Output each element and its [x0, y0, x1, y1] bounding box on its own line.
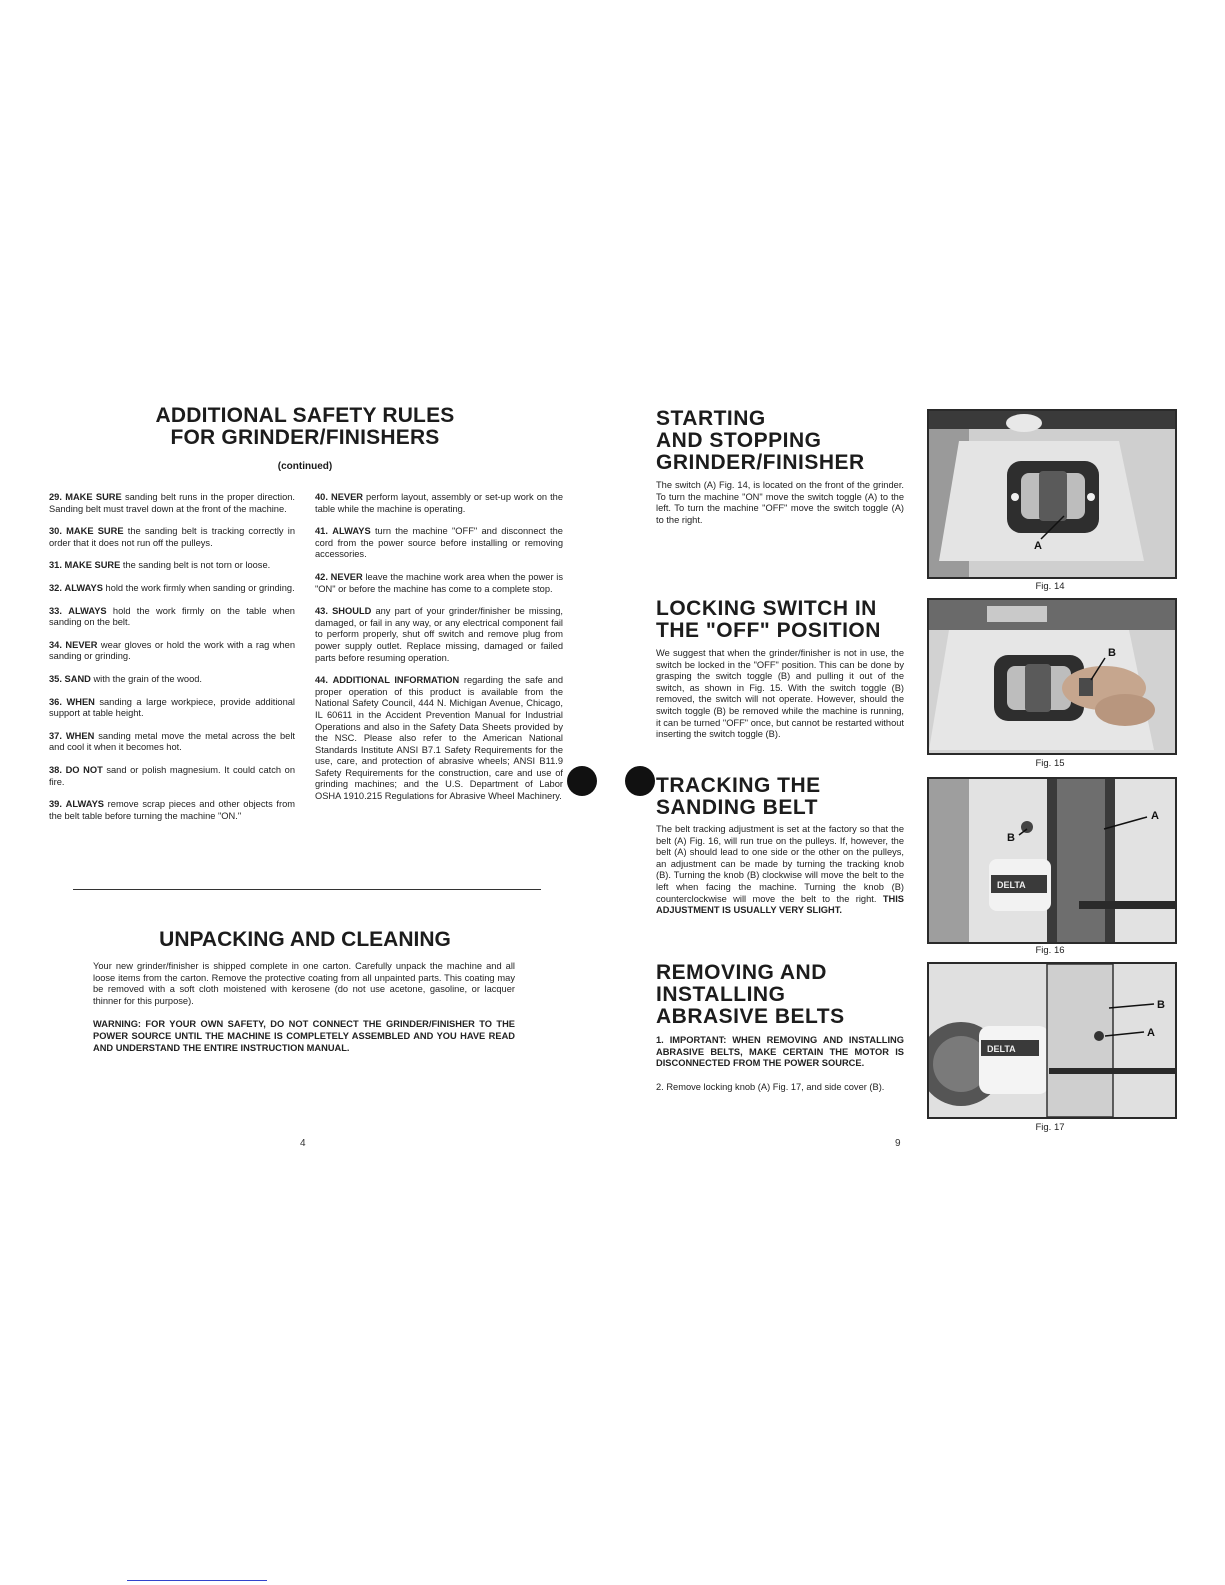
- rule-text: any part of your grinder/finisher be missing, damaged, or fail in any way, or any electrical component fail to perform properly, shut off switch and remove plug from power supply outlet. Replace missing, damaged or failed parts before resuming operation.: [315, 606, 564, 663]
- rule-lead: ADDITIONAL INFORMATION: [332, 675, 460, 686]
- unpacking-warning: WARNING: FOR YOUR OWN SAFETY, DO NOT CONNECT THE GRINDER/FINISHER TO THE POWER SOURCE UNTIL THE MACHINE IS COMPLETELY ASSEMBLED AND YOU HAVE READ AND UNDERSTAND THE ENTIRE INSTRUCTION MANUAL.: [93, 1019, 515, 1053]
- rule-lead: NEVER: [65, 639, 98, 650]
- fig14-label-a: A: [1034, 540, 1042, 552]
- rule-text: the sanding belt is not torn or loose.: [120, 560, 271, 571]
- rule-number: 43.: [315, 606, 328, 617]
- figure-16-photo: [927, 777, 1177, 944]
- safety-rule: [49, 583, 295, 595]
- rule-number: 35.: [49, 673, 62, 684]
- rule-lead: ALWAYS: [64, 582, 103, 593]
- rules-column-1: [49, 492, 295, 833]
- continued-label: (continued): [277, 461, 333, 472]
- safety-rule: [49, 560, 295, 572]
- rule-lead: MAKE SURE: [64, 560, 121, 571]
- binder-hole-dot: [625, 766, 655, 796]
- rule-text: sand or polish magnesium. It could catch on fire.: [49, 764, 295, 787]
- figure-16-caption: Fig. 16: [1035, 945, 1065, 956]
- fig17-label-a: A: [1147, 1027, 1155, 1039]
- rule-lead: ALWAYS: [332, 526, 371, 537]
- unpacking-title: UNPACKING AND CLEANING: [159, 928, 451, 951]
- rule-lead: SAND: [64, 673, 91, 684]
- title-line: THE "OFF" POSITION: [656, 619, 881, 642]
- rule-number: 32.: [49, 582, 62, 593]
- title-line: AND STOPPING: [656, 429, 822, 452]
- delta-badge: DELTA: [987, 1044, 1016, 1054]
- rule-text: sanding metal move the metal across the belt and cool it when it becomes hot.: [49, 730, 295, 753]
- rule-text: wear gloves or hold the work with a rag when sanding or grinding.: [49, 639, 295, 662]
- rule-text: perform layout, assembly or set-up work on the table while the machine is operating.: [315, 492, 563, 514]
- figure-15-caption: Fig. 15: [1035, 758, 1065, 769]
- rule-lead: NEVER: [330, 492, 364, 502]
- rule-lead: NEVER: [330, 571, 363, 582]
- rule-number: 41.: [315, 526, 328, 537]
- rule-lead: SHOULD: [332, 606, 372, 617]
- fig16-label-a: A: [1151, 810, 1159, 822]
- delta-badge: DELTA: [997, 880, 1026, 890]
- title-line: LOCKING SWITCH IN: [656, 597, 877, 620]
- rule-number: 38.: [49, 764, 62, 775]
- binder-hole-dot: [567, 766, 597, 796]
- rule-text: regarding the safe and proper operation of this product is available from the National Safety Council, 444 N. Michigan Avenue, Chicago, IL 60611 in the Accident Prevention Manual for Industrial Operations and also in the Safety Data Sheets provided by the NSC. Please also refer to the American National Standards Institute ANSI B7.1 Safety Requirements for the use, care, and protection of abrasive wheels; ANSI B11.9 Safety Requirements for the construction, care and use of grinding machines; and the U.S. Department of Labor OSHA 1910.215 Regulations for Abrasive Wheel Machinery.: [315, 675, 563, 802]
- rule-lead: MAKE SURE: [66, 526, 124, 537]
- removing-belts-title: [656, 962, 916, 1028]
- title-line: STARTING: [656, 407, 766, 430]
- figure-14-caption: Fig. 14: [1035, 581, 1065, 592]
- fig17-label-b: B: [1157, 999, 1165, 1011]
- rule-number: 36.: [49, 696, 62, 707]
- tracking-note: THIS ADJUSTMENT IS USUALLY VERY SLIGHT.: [656, 893, 904, 916]
- rules-column-2: [315, 492, 563, 814]
- rule-lead: ALWAYS: [65, 799, 105, 810]
- fig16-label-b: B: [1007, 832, 1015, 844]
- removing-steps: [656, 1035, 904, 1105]
- title-line: REMOVING AND: [656, 961, 827, 984]
- figure-17-photo: [927, 962, 1177, 1119]
- step-1: 1. IMPORTANT: WHEN REMOVING AND INSTALLING ABRASIVE BELTS, MAKE CERTAIN THE MOTOR IS DISCONNECTED FROM THE POWER SOURCE.: [656, 1035, 904, 1069]
- safety-rule: [315, 675, 563, 803]
- rule-text: the sanding belt is tracking correctly in order that it does not run off the pulleys.: [49, 526, 295, 548]
- rule-lead: ALWAYS: [68, 605, 107, 616]
- rule-lead: WHEN: [65, 730, 95, 741]
- tracking-text: [656, 824, 904, 917]
- rule-text: leave the machine work area when the power is "ON" or before the machine has come to a complete stop.: [315, 571, 563, 594]
- safety-rule: [315, 606, 563, 664]
- figure-14-photo: [927, 409, 1177, 579]
- locking-text: We suggest that when the grinder/finisher is not in use, the switch be locked in the "OFF" position. This can be done by grasping the switch toggle (B) and pulling it out of the switch, as shown in Fig. 15. With the switch toggle (B) removed, the switch will not operate. However, should the switch toggle (B) be removed while the machine is running, it can be turned "OFF" once, but cannot be restarted without inserting the switch toggle (B).: [656, 648, 904, 740]
- safety-rule: [49, 606, 295, 629]
- rule-text: remove scrap pieces and other objects from the belt table before turning the machine "ON.": [49, 799, 295, 821]
- rule-number: 44.: [315, 675, 328, 686]
- safety-rule: [315, 526, 563, 561]
- safety-rule: [49, 492, 295, 515]
- starting-stopping-title: [656, 408, 916, 474]
- rule-lead: WHEN: [66, 696, 95, 707]
- rule-number: 37.: [49, 730, 62, 741]
- safety-rule: [315, 492, 563, 515]
- rule-lead: DO NOT: [65, 764, 103, 775]
- bottom-rule: [127, 1580, 267, 1581]
- title-line: ABRASIVE BELTS: [656, 1005, 845, 1028]
- safety-rule: [49, 799, 295, 822]
- rule-number: 33.: [49, 605, 62, 616]
- title-line: SANDING BELT: [656, 796, 818, 819]
- safety-title-line2: FOR GRINDER/FINISHERS: [170, 426, 440, 449]
- safety-rule: [49, 674, 295, 686]
- safety-rule: [49, 697, 295, 720]
- title-line: TRACKING THE: [656, 774, 821, 797]
- rule-lead: MAKE SURE: [65, 492, 122, 502]
- safety-title-line1: ADDITIONAL SAFETY RULES: [155, 404, 455, 427]
- tracking-belt-title: [656, 775, 916, 819]
- rule-number: 39.: [49, 799, 62, 810]
- safety-rule: [49, 731, 295, 754]
- section-divider: [73, 889, 541, 890]
- safety-rule: [49, 640, 295, 663]
- fig15-label-b: B: [1108, 647, 1116, 659]
- rule-number: 31.: [49, 560, 62, 571]
- tracking-body: The belt tracking adjustment is set at the factory so that the belt (A) Fig. 16, will run true on the pulleys. If, however, the belt (A) should lead to one side or the other on the pulleys, an adjustment can be made by turning the tracking knob (B). Turning the knob (B) clockwise will move the belt to the left when facing the machine. Turning the knob (B) counterclockwise will move the belt to the right.: [656, 824, 904, 904]
- step-2: 2. Remove locking knob (A) Fig. 17, and side cover (B).: [656, 1081, 885, 1092]
- safety-rule: [49, 765, 295, 788]
- starting-text: The switch (A) Fig. 14, is located on the front of the grinder. To turn the machine "ON" move the switch toggle (A) to the left. To turn the machine "OFF" move the switch toggle (A) to the right.: [656, 480, 904, 525]
- rule-number: 34.: [49, 639, 62, 650]
- rule-text: sanding a large workpiece, provide additional support at table height.: [49, 696, 296, 719]
- title-line: INSTALLING: [656, 983, 786, 1006]
- rule-number: 30.: [49, 526, 62, 537]
- rule-text: sanding belt runs in the proper direction. Sanding belt must travel down at the front of the machine.: [49, 492, 295, 514]
- rule-text: turn the machine "OFF" and disconnect the cord from the power source before installing or removing accessories.: [315, 526, 563, 560]
- rule-number: 29.: [49, 492, 62, 502]
- safety-rule: [315, 572, 563, 595]
- page-number-left: 4: [300, 1138, 306, 1149]
- figure-15-photo: [927, 598, 1177, 755]
- title-line: GRINDER/FINISHER: [656, 451, 865, 474]
- rule-number: 40.: [315, 492, 328, 502]
- safety-rules-title: [100, 405, 510, 449]
- unpacking-section: [93, 961, 515, 1066]
- rule-text: with the grain of the wood.: [90, 673, 202, 684]
- figure-17-caption: Fig. 17: [1035, 1122, 1065, 1133]
- rule-text: hold the work firmly when sanding or grinding.: [102, 582, 295, 593]
- rule-text: hold the work firmly on the table when sanding on the belt.: [49, 605, 295, 628]
- unpacking-text: Your new grinder/finisher is shipped complete in one carton. Carefully unpack the machine and all loose items from the carton. Remove the protective coating from all unpainted parts. This coating may be removed with a soft cloth moistened with kerosene (do not use acetone, gasoline, or lacquer thinner for this purpose).: [93, 961, 515, 1006]
- safety-rule: [49, 526, 295, 549]
- locking-switch-title: [656, 598, 916, 642]
- page-number-right: 9: [895, 1138, 901, 1149]
- rule-number: 42.: [315, 571, 328, 582]
